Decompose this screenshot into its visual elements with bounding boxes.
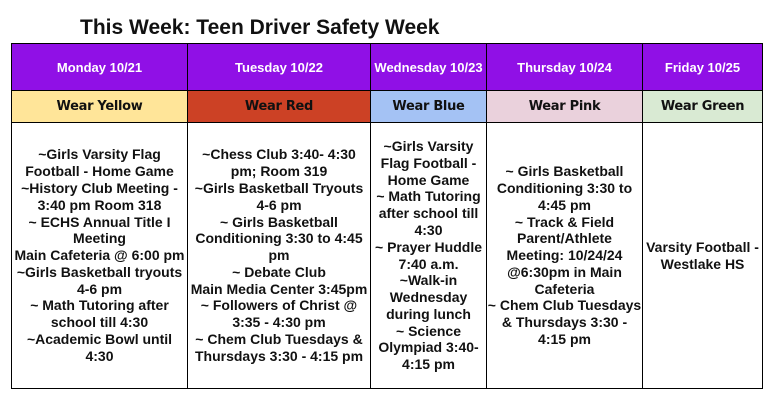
events-friday <box>643 123 763 389</box>
theme-monday: Wear Yellow <box>12 91 188 123</box>
event-item: ~Chess Club 3:40- 4:30 pm; Room 319 <box>202 146 356 180</box>
page-title: This Week: Teen Driver Safety Week <box>80 16 440 39</box>
event-item: Varsity Football - Westlake HS <box>646 238 759 272</box>
event-item: Main Media Center 3:45pm <box>190 280 368 297</box>
events-row <box>12 123 763 389</box>
event-item: ~Girls Varsity Flag Football - Home Game <box>380 137 477 188</box>
event-item: ~ ECHS Annual Title I Meeting <box>28 213 171 247</box>
event-item: ~ Chem Club Tuesdays & Thursdays 3:30 - 4:15 pm <box>194 331 364 364</box>
event-item: ~ Followers of Christ @ 3:35 - 4:30 pm <box>200 297 358 331</box>
event-item: ~Girls Varsity Flag Football - Home Game <box>25 146 174 180</box>
events-thursday <box>487 123 643 389</box>
theme-wednesday: Wear Blue <box>371 91 487 123</box>
events-tuesday <box>188 123 371 389</box>
event-item: ~ Girls Basketball Conditioning 3:30 to 4:45 pm <box>496 163 633 213</box>
event-item: ~History Club Meeting - 3:40 pm Room 318 <box>21 179 178 213</box>
event-item: ~Girls Basketball tryouts 4-6 pm <box>16 263 183 297</box>
event-item: ~ Prayer Huddle 7:40 a.m. <box>375 238 482 272</box>
day-header-wednesday: Wednesday 10/23 <box>371 44 487 91</box>
event-item: ~ Chem Club Tuesdays & Thursdays 3:30 - 4:15 pm <box>487 297 642 348</box>
weekly-schedule-table <box>11 43 763 389</box>
day-header-tuesday: Tuesday 10/22 <box>188 44 371 91</box>
day-header-friday: Friday 10/25 <box>643 44 763 91</box>
event-item: ~ Math Tutoring after school till 4:30 <box>30 297 169 331</box>
event-item: ~Girls Basketball Tryouts 4-6 pm <box>194 179 364 213</box>
events-wednesday <box>371 123 487 389</box>
theme-friday: Wear Green <box>643 91 763 123</box>
day-header-row <box>12 44 763 91</box>
day-header-thursday: Thursday 10/24 <box>487 44 643 91</box>
event-item: ~Walk-in Wednesday during lunch <box>386 272 471 322</box>
event-item: ~ Science Olympiad 3:40-4:15 pm <box>378 322 479 373</box>
theme-tuesday: Wear Red <box>188 91 371 123</box>
day-header-monday: Monday 10/21 <box>12 44 188 91</box>
event-item: ~ Girls Basketball Conditioning 3:30 to 4:45 pm <box>195 213 363 264</box>
theme-thursday: Wear Pink <box>487 91 643 123</box>
event-item: ~ Track & Field Parent/Athlete Meeting: 10/24/24 @6:30pm in Main Cafeteria <box>506 213 623 297</box>
events-monday <box>12 123 188 389</box>
event-item: Main Cafeteria @ 6:00 pm <box>14 247 185 264</box>
event-item: ~ Math Tutoring after school till 4:30 <box>376 188 481 238</box>
event-item: ~Academic Bowl until 4:30 <box>26 331 173 364</box>
theme-row <box>12 91 763 123</box>
event-item: ~ Debate Club <box>232 263 326 280</box>
